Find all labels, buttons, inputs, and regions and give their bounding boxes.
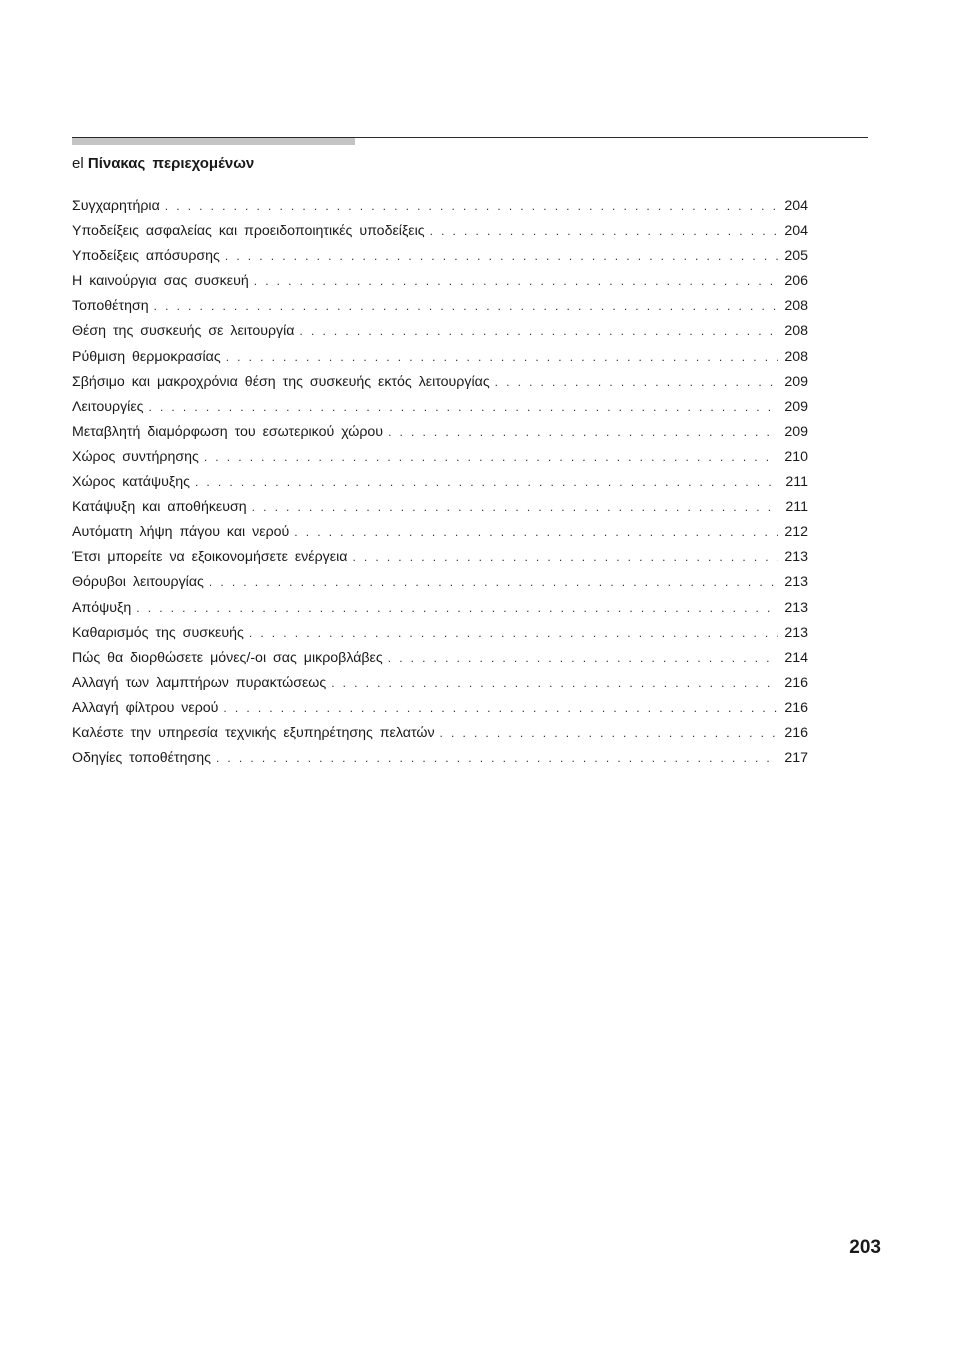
- toc-entry[interactable]: [72, 545, 808, 570]
- toc-entry[interactable]: [72, 420, 808, 445]
- toc-entry-label: Υποδείξεις ασφαλείας και προειδοποιητικές υποδείξεις: [72, 219, 430, 244]
- toc-entry-label: Υποδείξεις απόσυρσης: [72, 244, 225, 269]
- toc-entry[interactable]: [72, 269, 808, 294]
- toc-entry-label: Κατάψυξη και αποθήκευση: [72, 495, 252, 520]
- toc-entry[interactable]: [72, 294, 808, 319]
- toc-entry-page: 208: [784, 298, 808, 315]
- toc-leader-dots: [223, 696, 778, 721]
- toc-leader-dots: [331, 671, 778, 696]
- toc-entry[interactable]: [72, 596, 808, 621]
- toc-entry-page: 209: [784, 398, 808, 415]
- toc-entry-page: 205: [784, 248, 808, 265]
- toc-entry-page: 206: [784, 273, 808, 290]
- toc-entry-label: Έτσι μπορείτε να εξοικονομήσετε ενέργεια: [72, 545, 352, 570]
- toc-entry[interactable]: [72, 319, 808, 344]
- toc-entry[interactable]: [72, 721, 808, 746]
- toc-entry-label: Απόψυξη: [72, 596, 136, 621]
- toc-entry-label: Χώρος συντήρησης: [72, 445, 204, 470]
- toc-entry[interactable]: [72, 746, 808, 771]
- toc-leader-dots: [195, 470, 779, 495]
- table-of-contents: [72, 194, 808, 771]
- toc-entry-page: 204: [784, 198, 808, 214]
- toc-entry-label: Σβήσιμο και μακροχρόνια θέση της συσκευής εκτός λειτουργίας: [72, 370, 495, 395]
- toc-entry[interactable]: [72, 671, 808, 696]
- toc-entry-label: Αλλαγή των λαμπτήρων πυρακτώσεως: [72, 671, 331, 696]
- toc-entry-page: 209: [784, 423, 808, 440]
- toc-entry-page: 213: [784, 549, 808, 566]
- toc-entry[interactable]: [72, 696, 808, 721]
- toc-leader-dots: [249, 621, 778, 646]
- toc-leader-dots: [388, 420, 778, 445]
- toc-entry[interactable]: [72, 219, 808, 244]
- toc-leader-dots: [226, 345, 779, 370]
- toc-leader-dots: [300, 319, 779, 344]
- toc-leader-dots: [216, 746, 778, 771]
- toc-entry[interactable]: [72, 470, 808, 495]
- toc-leader-dots: [225, 244, 778, 269]
- toc-heading: [72, 154, 254, 174]
- toc-entry-page: 211: [785, 474, 808, 491]
- toc-entry[interactable]: [72, 395, 808, 420]
- toc-leader-dots: [252, 495, 780, 520]
- toc-entry-label: Θέση της συσκευής σε λειτουργία: [72, 319, 300, 344]
- toc-entry-label: Λειτουργίες: [72, 395, 149, 420]
- toc-leader-dots: [204, 445, 778, 470]
- toc-entry-page: 216: [784, 674, 808, 691]
- toc-title: Πίνακας περιεχομένων: [87, 155, 255, 172]
- toc-entry-label: Πώς θα διορθώσετε μόνες/-οι σας μικροβλάβες: [72, 646, 388, 671]
- toc-entry[interactable]: [72, 495, 808, 520]
- toc-entry-page: 213: [784, 624, 808, 641]
- toc-entry-label: Καθαρισμός της συσκευής: [72, 621, 249, 646]
- toc-entry-label: Θόρυβοι λειτουργίας: [72, 570, 209, 595]
- toc-leader-dots: [165, 194, 779, 219]
- toc-entry-page: 212: [784, 524, 808, 541]
- toc-entry[interactable]: [72, 445, 808, 470]
- toc-entry[interactable]: [72, 621, 808, 646]
- toc-entry[interactable]: [72, 244, 808, 269]
- toc-entry-label: Ρύθμιση θερμοκρασίας: [72, 345, 226, 370]
- toc-entry-page: 217: [784, 750, 808, 767]
- toc-leader-dots: [352, 545, 778, 570]
- toc-entry-page: 204: [784, 223, 808, 240]
- toc-entry-label: Καλέστε την υπηρεσία τεχνικής εξυπηρέτησης πελατών: [72, 721, 440, 746]
- toc-entry-page: 208: [784, 323, 808, 340]
- toc-entry-label: Αυτόματη λήψη πάγου και νερού: [72, 520, 294, 545]
- toc-entry-label: Μεταβλητή διαμόρφωση του εσωτερικού χώρου: [72, 420, 388, 445]
- toc-leader-dots: [209, 570, 778, 595]
- toc-entry[interactable]: [72, 194, 808, 219]
- toc-entry[interactable]: [72, 570, 808, 595]
- toc-leader-dots: [154, 294, 779, 319]
- toc-leader-dots: [149, 395, 779, 420]
- toc-entry-page: 209: [784, 373, 808, 390]
- toc-entry-page: 216: [784, 724, 808, 741]
- toc-entry[interactable]: [72, 646, 808, 671]
- toc-entry-page: 211: [785, 499, 808, 516]
- toc-entry-page: 208: [784, 348, 808, 365]
- header-accent-bar: [72, 138, 355, 145]
- toc-leader-dots: [440, 721, 779, 746]
- language-code: el: [72, 155, 84, 172]
- toc-entry[interactable]: [72, 370, 808, 395]
- toc-entry[interactable]: [72, 345, 808, 370]
- toc-leader-dots: [388, 646, 779, 671]
- toc-entry-page: 216: [784, 699, 808, 716]
- toc-entry-page: 210: [784, 448, 808, 465]
- toc-entry-label: Χώρος κατάψυξης: [72, 470, 195, 495]
- toc-entry-label: Οδηγίες τοποθέτησης: [72, 746, 216, 771]
- toc-leader-dots: [136, 596, 778, 621]
- toc-entry[interactable]: [72, 520, 808, 545]
- toc-leader-dots: [294, 520, 778, 545]
- toc-leader-dots: [430, 219, 779, 244]
- toc-entry-page: 214: [784, 649, 808, 666]
- toc-entry-label: Τοποθέτηση: [72, 294, 154, 319]
- toc-entry-label: Συγχαρητήρια: [72, 194, 165, 219]
- toc-entry-page: 213: [784, 574, 808, 591]
- page-number: 203: [849, 1237, 881, 1258]
- toc-entry-label: Η καινούργια σας συσκευή: [72, 269, 254, 294]
- toc-leader-dots: [495, 370, 779, 395]
- toc-entry-label: Αλλαγή φίλτρου νερού: [72, 696, 223, 721]
- toc-leader-dots: [254, 269, 779, 294]
- toc-entry-page: 213: [784, 599, 808, 616]
